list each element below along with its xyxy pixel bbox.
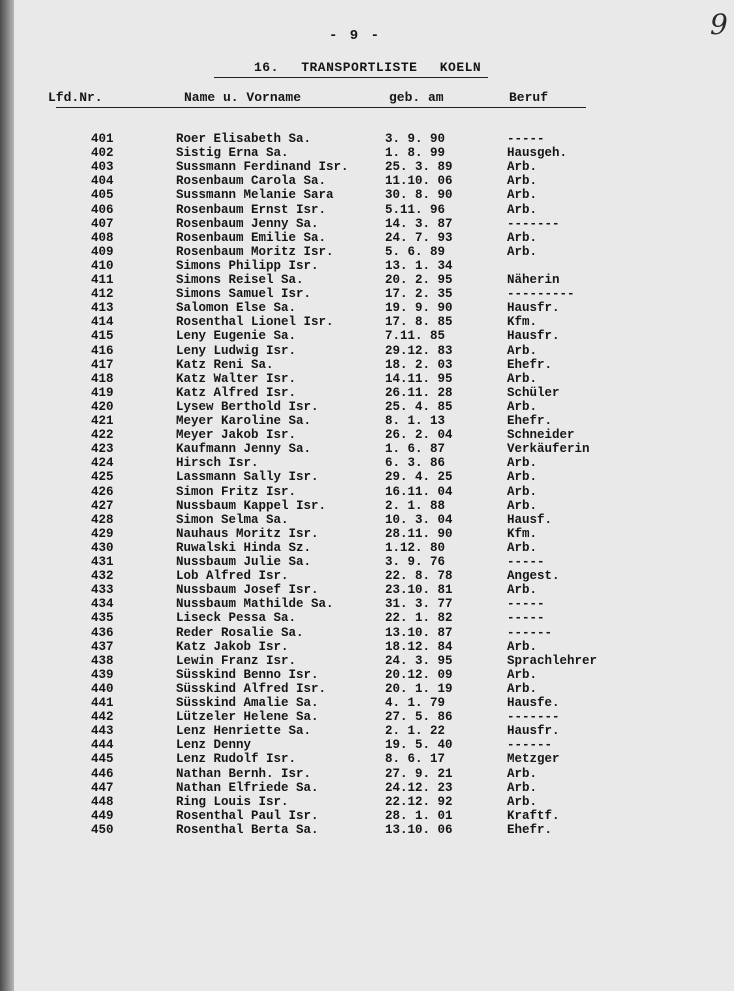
list-row — [14, 344, 734, 358]
row-birthdate: 6. 3. 86 — [385, 456, 446, 471]
row-birthdate: 4. 1. 79 — [385, 696, 446, 710]
row-number: 423 — [91, 442, 114, 457]
row-occupation: Arb. — [507, 188, 538, 203]
row-occupation: Arb. — [507, 780, 538, 795]
row-birthdate: 14. 3. 87 — [385, 216, 453, 231]
row-number: 433 — [91, 583, 114, 598]
row-name: Rosenbaum Ernst Isr. — [176, 202, 327, 217]
row-number: 414 — [91, 315, 114, 330]
row-birthdate: 5. 6. 89 — [385, 244, 446, 259]
row-number: 439 — [91, 667, 114, 682]
row-name: Liseck Pessa Sa. — [176, 611, 297, 626]
row-number: 405 — [91, 188, 114, 203]
row-occupation: ------- — [507, 710, 560, 725]
row-number: 441 — [91, 696, 114, 710]
list-row — [14, 752, 734, 766]
row-birthdate: 19. 5. 40 — [385, 738, 453, 753]
row-birthdate: 25. 4. 85 — [385, 399, 453, 414]
row-number: 407 — [91, 216, 114, 231]
list-row — [14, 513, 734, 527]
page-number: - 9 - — [329, 28, 382, 44]
row-occupation: Arb. — [507, 639, 538, 654]
row-number: 449 — [91, 808, 114, 823]
list-row — [14, 329, 734, 343]
list-row — [14, 541, 734, 555]
row-birthdate: 5.11. 96 — [385, 202, 446, 217]
row-occupation: Arb. — [507, 667, 538, 682]
row-name: Katz Reni Sa. — [176, 357, 274, 372]
row-name: Simon Selma Sa. — [176, 512, 289, 527]
row-birthdate: 23.10. 81 — [385, 583, 453, 598]
list-row — [14, 654, 734, 668]
row-occupation: Arb. — [507, 230, 538, 245]
row-occupation: Schneider — [507, 428, 575, 443]
row-name: Meyer Jakob Isr. — [176, 428, 297, 443]
row-birthdate: 28.11. 90 — [385, 526, 453, 541]
row-birthdate: 18. 2. 03 — [385, 357, 453, 372]
list-row — [14, 583, 734, 597]
row-number: 430 — [91, 540, 114, 555]
row-name: Sussmann Ferdinand Isr. — [176, 160, 349, 175]
list-row — [14, 470, 734, 484]
list-row — [14, 428, 734, 442]
row-occupation: Arb. — [507, 160, 538, 175]
row-name: Simon Fritz Isr. — [176, 484, 297, 499]
row-name: Süsskind Alfred Isr. — [176, 681, 327, 696]
row-birthdate: 30. 8. 90 — [385, 188, 453, 203]
row-birthdate: 25. 3. 89 — [385, 160, 453, 175]
row-birthdate: 29. 4. 25 — [385, 470, 453, 485]
row-name: Süsskind Amalie Sa. — [176, 696, 319, 710]
list-row — [14, 400, 734, 414]
row-name: Salomon Else Sa. — [176, 301, 297, 316]
row-birthdate: 8. 6. 17 — [385, 752, 446, 767]
row-name: Simons Philipp Isr. — [176, 258, 319, 273]
list-row — [14, 682, 734, 696]
row-birthdate: 20. 2. 95 — [385, 273, 453, 287]
row-birthdate: 24.12. 23 — [385, 780, 453, 795]
row-occupation: Arb. — [507, 371, 538, 386]
row-birthdate: 1. 8. 99 — [385, 146, 446, 161]
list-row — [14, 696, 734, 710]
row-occupation: Hausfr. — [507, 329, 560, 344]
list-row — [14, 597, 734, 611]
row-birthdate: 22.12. 92 — [385, 794, 453, 809]
list-row — [14, 146, 734, 160]
row-birthdate: 10. 3. 04 — [385, 512, 453, 527]
list-row — [14, 442, 734, 456]
row-occupation: Arb. — [507, 681, 538, 696]
row-number: 408 — [91, 230, 114, 245]
row-occupation: ----- — [507, 132, 545, 146]
row-occupation: Angest. — [507, 569, 560, 584]
list-row — [14, 781, 734, 795]
row-birthdate: 20. 1. 19 — [385, 681, 453, 696]
row-occupation: Arb. — [507, 244, 538, 259]
row-occupation: ------ — [507, 625, 553, 640]
row-number: 413 — [91, 301, 114, 316]
row-number: 410 — [91, 258, 114, 273]
row-name: Lenz Henriette Sa. — [176, 724, 312, 739]
title-underline — [214, 77, 488, 78]
row-number: 417 — [91, 357, 114, 372]
row-number: 450 — [91, 822, 114, 837]
row-name: Sussmann Melanie Sara — [176, 188, 334, 203]
row-occupation: Näherin — [507, 273, 560, 287]
row-birthdate: 24. 3. 95 — [385, 653, 453, 668]
list-row — [14, 386, 734, 400]
row-occupation: Kraftf. — [507, 808, 560, 823]
row-birthdate: 3. 9. 90 — [385, 132, 446, 146]
row-name: Rosenbaum Carola Sa. — [176, 174, 327, 189]
row-name: Nauhaus Moritz Isr. — [176, 526, 319, 541]
row-number: 403 — [91, 160, 114, 175]
row-number: 436 — [91, 625, 114, 640]
document-page — [14, 0, 734, 991]
row-name: Lysew Berthold Isr. — [176, 399, 319, 414]
row-occupation: Hausf. — [507, 512, 553, 527]
row-name: Süsskind Benno Isr. — [176, 667, 319, 682]
row-birthdate: 22. 1. 82 — [385, 611, 453, 626]
row-name: Katz Alfred Isr. — [176, 385, 297, 400]
row-number: 426 — [91, 484, 114, 499]
row-occupation: Metzger — [507, 752, 560, 767]
row-name: Nussbaum Kappel Isr. — [176, 498, 327, 513]
row-name: Simons Reisel Sa. — [176, 273, 304, 287]
row-name: Leny Ludwig Isr. — [176, 343, 297, 358]
list-row — [14, 555, 734, 569]
row-name: Roer Elisabeth Sa. — [176, 132, 312, 146]
row-occupation: Ehefr. — [507, 357, 553, 372]
row-birthdate: 22. 8. 78 — [385, 569, 453, 584]
row-name: Rosenthal Paul Isr. — [176, 808, 319, 823]
row-birthdate: 11.10. 06 — [385, 174, 453, 189]
row-name: Lassmann Sally Isr. — [176, 470, 319, 485]
row-number: 412 — [91, 287, 114, 302]
row-number: 419 — [91, 385, 114, 400]
header-name: Name u. Vorname — [184, 90, 302, 105]
row-number: 438 — [91, 653, 114, 668]
list-row — [14, 315, 734, 329]
list-row — [14, 456, 734, 470]
row-occupation: Sprachlehrer — [507, 653, 598, 668]
row-occupation: Arb. — [507, 794, 538, 809]
row-number: 420 — [91, 399, 114, 414]
row-number: 418 — [91, 371, 114, 386]
row-occupation: Ehefr. — [507, 822, 553, 837]
list-row — [14, 611, 734, 625]
list-row — [14, 203, 734, 217]
scan-edge-shadow — [0, 0, 14, 991]
row-occupation: Arb. — [507, 540, 538, 555]
row-number: 411 — [91, 273, 114, 287]
document-title: 16. TRANSPORTLISTE KOELN — [254, 60, 482, 75]
list-row — [14, 767, 734, 781]
row-occupation: Arb. — [507, 202, 538, 217]
row-occupation: ------- — [507, 216, 560, 231]
row-number: 434 — [91, 597, 114, 612]
list-row — [14, 485, 734, 499]
row-birthdate: 3. 9. 76 — [385, 555, 446, 569]
row-birthdate: 13. 1. 34 — [385, 258, 453, 273]
row-name: Sistig Erna Sa. — [176, 146, 289, 161]
list-row — [14, 527, 734, 541]
row-occupation: Arb. — [507, 456, 538, 471]
list-row — [14, 132, 734, 146]
row-name: Ring Louis Isr. — [176, 794, 289, 809]
row-birthdate: 19. 9. 90 — [385, 301, 453, 316]
row-occupation: Arb. — [507, 470, 538, 485]
row-occupation: Schüler — [507, 385, 560, 400]
row-birthdate: 8. 1. 13 — [385, 414, 446, 428]
row-number: 442 — [91, 710, 114, 725]
row-occupation: ------ — [507, 738, 553, 753]
row-name: Meyer Karoline Sa. — [176, 414, 312, 428]
list-row — [14, 287, 734, 301]
row-number: 428 — [91, 512, 114, 527]
list-row — [14, 217, 734, 231]
row-occupation: Arb. — [507, 343, 538, 358]
row-name: Lützeler Helene Sa. — [176, 710, 319, 725]
list-row — [14, 626, 734, 640]
row-number: 402 — [91, 146, 114, 161]
row-name: Rosenthal Berta Sa. — [176, 822, 319, 837]
row-number: 445 — [91, 752, 114, 767]
list-row — [14, 738, 734, 752]
header-nr: Lfd.Nr. — [48, 90, 103, 105]
row-occupation: Arb. — [507, 498, 538, 513]
row-number: 437 — [91, 639, 114, 654]
row-name: Lenz Denny — [176, 738, 252, 753]
row-number: 427 — [91, 498, 114, 513]
row-birthdate: 17. 2. 35 — [385, 287, 453, 302]
row-name: Rosenbaum Emilie Sa. — [176, 230, 327, 245]
row-number: 424 — [91, 456, 114, 471]
row-number: 421 — [91, 414, 114, 428]
list-row — [14, 823, 734, 837]
row-number: 416 — [91, 343, 114, 358]
row-name: Nathan Elfriede Sa. — [176, 780, 319, 795]
list-row — [14, 640, 734, 654]
row-number: 409 — [91, 244, 114, 259]
list-row — [14, 724, 734, 738]
row-name: Hirsch Isr. — [176, 456, 259, 471]
row-birthdate: 27. 9. 21 — [385, 766, 453, 781]
row-name: Leny Eugenie Sa. — [176, 329, 297, 344]
row-number: 432 — [91, 569, 114, 584]
row-birthdate: 28. 1. 01 — [385, 808, 453, 823]
row-occupation: Arb. — [507, 583, 538, 598]
row-birthdate: 7.11. 85 — [385, 329, 446, 344]
row-occupation: Verkäuferin — [507, 442, 590, 457]
row-occupation: Kfm. — [507, 315, 538, 330]
row-occupation: Arb. — [507, 399, 538, 414]
row-birthdate: 1. 6. 87 — [385, 442, 446, 457]
row-name: Simons Samuel Isr. — [176, 287, 312, 302]
row-name: Rosenthal Lionel Isr. — [176, 315, 334, 330]
row-number: 443 — [91, 724, 114, 739]
row-number: 404 — [91, 174, 114, 189]
row-number: 429 — [91, 526, 114, 541]
header-date: geb. am — [389, 90, 444, 105]
row-name: Katz Walter Isr. — [176, 371, 297, 386]
row-occupation: Hausfe. — [507, 696, 560, 710]
list-row — [14, 259, 734, 273]
row-number: 446 — [91, 766, 114, 781]
row-birthdate: 13.10. 06 — [385, 822, 453, 837]
row-number: 444 — [91, 738, 114, 753]
row-birthdate: 17. 8. 85 — [385, 315, 453, 330]
row-occupation: Arb. — [507, 174, 538, 189]
row-birthdate: 24. 7. 93 — [385, 230, 453, 245]
list-row — [14, 499, 734, 513]
row-name: Rosenbaum Jenny Sa. — [176, 216, 319, 231]
row-birthdate: 26.11. 28 — [385, 385, 453, 400]
list-row — [14, 569, 734, 583]
list-row — [14, 231, 734, 245]
row-birthdate: 26. 2. 04 — [385, 428, 453, 443]
header-underline — [56, 107, 586, 108]
list-row — [14, 160, 734, 174]
row-birthdate: 29.12. 83 — [385, 343, 453, 358]
row-name: Nussbaum Mathilde Sa. — [176, 597, 334, 612]
list-row — [14, 188, 734, 202]
list-row — [14, 795, 734, 809]
handwritten-page-mark: 9 — [710, 8, 728, 41]
row-number: 448 — [91, 794, 114, 809]
row-occupation: Ehefr. — [507, 414, 553, 428]
row-number: 440 — [91, 681, 114, 696]
row-occupation: ----- — [507, 597, 545, 612]
row-number: 406 — [91, 202, 114, 217]
row-birthdate: 18.12. 84 — [385, 639, 453, 654]
row-birthdate: 20.12. 09 — [385, 667, 453, 682]
row-occupation: Arb. — [507, 484, 538, 499]
row-occupation: ----- — [507, 555, 545, 569]
row-number: 422 — [91, 428, 114, 443]
row-occupation: ----- — [507, 611, 545, 626]
row-name: Nussbaum Josef Isr. — [176, 583, 319, 598]
row-birthdate: 14.11. 95 — [385, 371, 453, 386]
row-birthdate: 13.10. 87 — [385, 625, 453, 640]
row-occupation: Hausgeh. — [507, 146, 568, 161]
row-birthdate: 27. 5. 86 — [385, 710, 453, 725]
row-name: Reder Rosalie Sa. — [176, 625, 304, 640]
list-row — [14, 414, 734, 428]
header-job: Beruf — [509, 90, 549, 105]
row-occupation: Kfm. — [507, 526, 538, 541]
row-name: Nussbaum Julie Sa. — [176, 555, 312, 569]
list-row — [14, 245, 734, 259]
list-row — [14, 372, 734, 386]
list-row — [14, 273, 734, 287]
row-birthdate: 1.12. 80 — [385, 540, 446, 555]
row-name: Ruwalski Hinda Sz. — [176, 540, 312, 555]
row-name: Lewin Franz Isr. — [176, 653, 297, 668]
row-number: 401 — [91, 132, 114, 146]
row-name: Rosenbaum Moritz Isr. — [176, 244, 334, 259]
list-row — [14, 710, 734, 724]
row-birthdate: 2. 1. 22 — [385, 724, 446, 739]
list-row — [14, 668, 734, 682]
list-row — [14, 809, 734, 823]
row-occupation: --------- — [507, 287, 575, 302]
row-name: Katz Jakob Isr. — [176, 639, 289, 654]
row-name: Nathan Bernh. Isr. — [176, 766, 312, 781]
row-name: Lenz Rudolf Isr. — [176, 752, 297, 767]
row-birthdate: 31. 3. 77 — [385, 597, 453, 612]
list-row — [14, 301, 734, 315]
row-occupation: Hausfr. — [507, 301, 560, 316]
row-number: 415 — [91, 329, 114, 344]
list-row — [14, 358, 734, 372]
row-number: 447 — [91, 780, 114, 795]
row-number: 431 — [91, 555, 114, 569]
row-birthdate: 2. 1. 88 — [385, 498, 446, 513]
row-number: 435 — [91, 611, 114, 626]
row-birthdate: 16.11. 04 — [385, 484, 453, 499]
row-name: Kaufmann Jenny Sa. — [176, 442, 312, 457]
row-number: 425 — [91, 470, 114, 485]
row-occupation: Hausfr. — [507, 724, 560, 739]
row-name: Lob Alfred Isr. — [176, 569, 289, 584]
row-occupation: Arb. — [507, 766, 538, 781]
list-row — [14, 174, 734, 188]
